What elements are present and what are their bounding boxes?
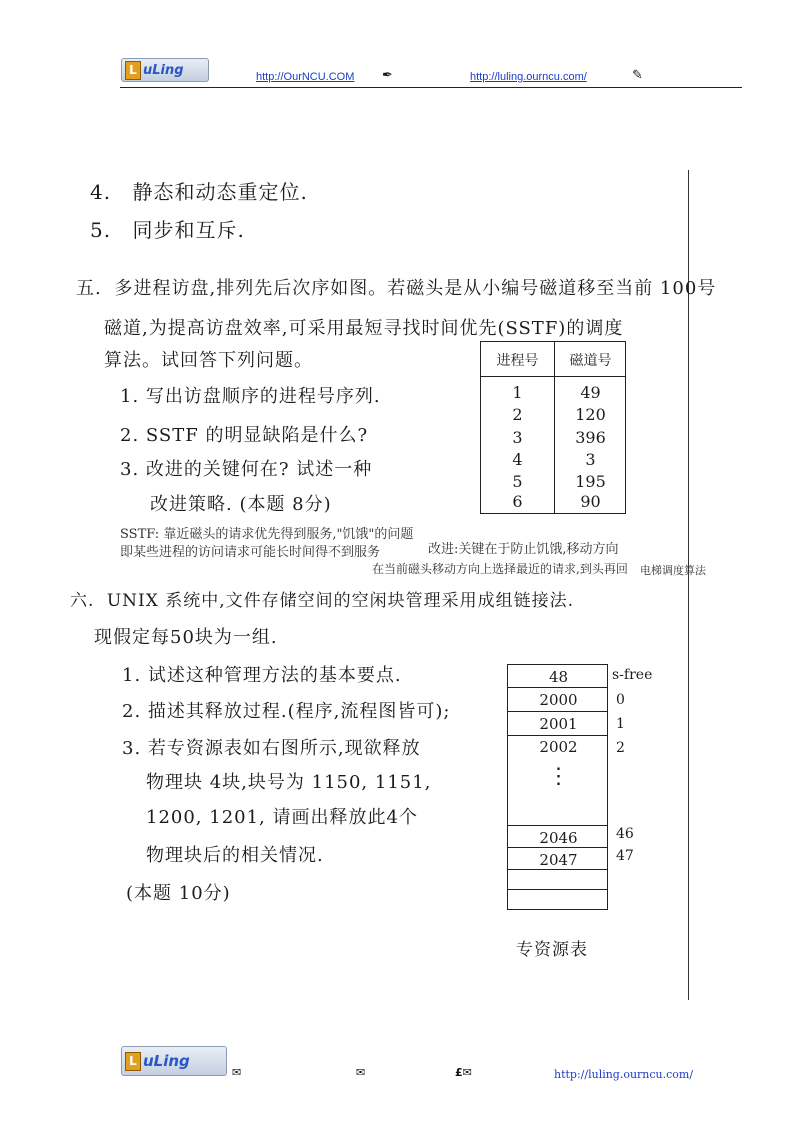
table-side-label: 2 [616,740,625,756]
header-link-ourncu[interactable]: http://OurNCU.COM [256,71,355,83]
q5-line-3: 算法。试回答下列问题。 [104,350,313,371]
table-header-rule [481,376,625,377]
free-block-table [507,664,608,910]
question-5 [90,214,245,243]
q5-line-2: 磁道,为提高访盘效率,可采用最短寻找时间优先(SSTF)的调度 [104,318,624,339]
q6-item-5: 1200, 1201, 请画出释放此4个 [146,807,418,828]
annotation: 改进:关键在于防止饥饿,移动方向 [428,542,619,557]
table-cell: 48 [548,668,569,686]
q5-item-2: 2. SSTF 的明显缺陷是什么? [120,425,369,446]
table-cell: 2002 [539,738,578,756]
table-cell: 4 [512,450,523,469]
q5-line-1 [76,274,716,300]
annotation: SSTF: 靠近磁头的请求优先得到服务,"饥饿"的问题 [120,527,414,542]
table-row-line [508,687,607,688]
annotation: 电梯调度算法 [640,564,706,577]
table-cell: 2046 [539,829,578,847]
table-cell: 3 [512,428,523,447]
table-side-label: 1 [616,716,625,732]
table-row-line [508,711,607,712]
logo-letter: L [125,61,141,80]
pen-icon: ✒ [382,68,393,83]
question-4 [90,176,308,205]
question-number: 4. [90,180,112,204]
table-cell: 2 [512,405,523,424]
table-cell: 2001 [539,715,578,733]
table-row-line [508,847,607,848]
table-cell: 5 [512,472,523,491]
q6-line-1 [70,586,574,611]
question-number: 5. [90,218,112,242]
table-side-label: 0 [616,692,625,708]
annotation: 即某些进程的访问请求可能长时间得不到服务 [120,545,381,560]
q6-line-2: 现假定每50块为一组. [94,627,278,648]
table-header: 磁道号 [569,353,612,369]
table-cell: 120 [575,405,606,424]
table-side-label: s-free [612,667,653,683]
logo-text: uLing [143,62,184,78]
table-row-line [508,735,607,736]
table-cell: 2047 [539,851,578,869]
table-row-line [508,889,607,890]
q6-item-6: 物理块后的相关情况. [146,845,324,866]
table-cell: 1 [512,383,523,402]
table-side-label: 46 [616,826,634,842]
q6-item-2: 2. 描述其释放过程.(程序,流程图皆可); [122,701,451,722]
footer-link-luling[interactable]: http://luling.ourncu.com/ [554,1068,694,1081]
q5-item-4: 改进策略. (本题 8分) [150,494,332,515]
annotation: 在当前磁头移动方向上选择最近的请求,到头再回 [372,562,628,576]
mail-icon: ✉ [356,1066,366,1079]
q6-number: 六. [70,591,95,611]
table-cell: 2000 [539,691,578,709]
header-link-luling[interactable]: http://luling.ourncu.com/ [470,71,587,83]
logo-text: uLing [143,1052,190,1070]
table-cell: 6 [512,492,523,511]
table-cell: 3 [585,450,596,469]
table-row-line [508,825,607,826]
q6-text-1: UNIX 系统中,文件存储空间的空闲块管理采用成组链接法. [106,591,575,611]
logo-letter: L [125,1052,141,1071]
q5-item-3: 3. 改进的关键何在? 试述一种 [120,459,373,480]
q6-item-7: (本题 10分) [126,883,231,904]
table-row-line [508,869,607,870]
mail-icon: ✉ [232,1066,242,1079]
process-table [480,341,626,514]
q5-text-1: 多进程访盘,排列先后次序如图。若磁头是从小编号磁道移至当前 100号 [114,278,717,299]
luling-logo [121,1046,227,1076]
question-text: 静态和动态重定位. [132,180,308,204]
mail-icon: £✉ [455,1066,472,1079]
pen-icon: ✎ [632,68,643,83]
table-side-label: 47 [616,848,634,864]
q6-item-4: 物理块 4块,块号为 1150, 1151, [146,772,432,793]
table-header: 进程号 [496,353,539,369]
luling-logo [121,58,209,82]
q6-item-1: 1. 试述这种管理方法的基本要点. [122,665,402,686]
table-caption: 专资源表 [516,940,588,960]
header-rule [120,87,742,88]
table-cell: 396 [575,428,606,447]
table-cell: 195 [575,472,606,491]
q5-item-1: 1. 写出访盘顺序的进程号序列. [120,386,381,407]
q5-number: 五. [76,278,102,299]
question-text: 同步和互斥. [132,218,245,242]
table-cell: 49 [580,383,601,402]
table-cell: 90 [580,492,601,511]
table-cell-ellipsis: ⋮ [547,764,570,789]
q6-item-3: 3. 若专资源表如右图所示,现欲释放 [122,738,421,759]
